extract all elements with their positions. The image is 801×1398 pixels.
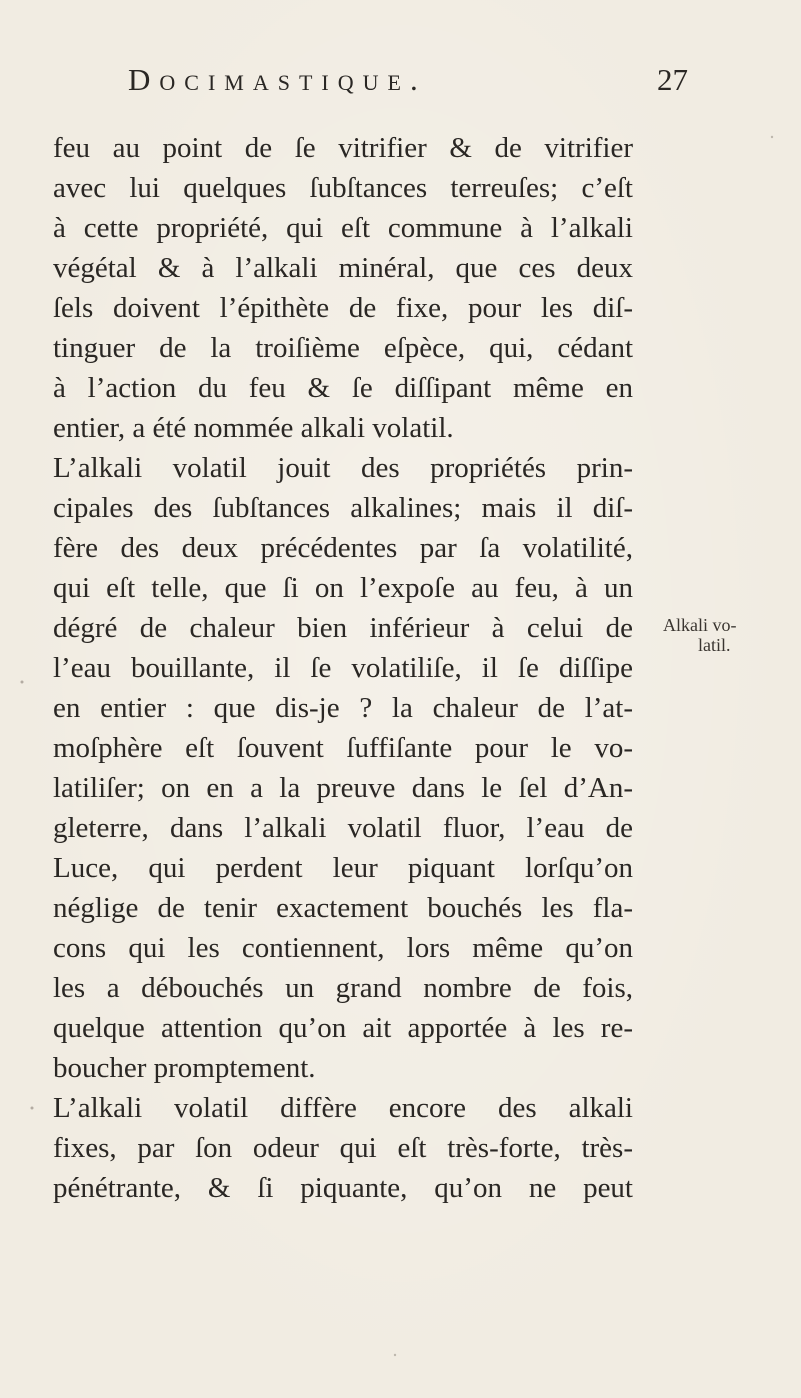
- text-line: les a débouchés un grand nombre de fois,: [53, 972, 633, 1004]
- text-line: quelque attention qu’on ait apportée à les re-: [53, 1012, 633, 1044]
- text-line: tinguer de la troiſième eſpèce, qui, cédant: [53, 332, 633, 364]
- text-line: boucher promptement.: [53, 1052, 316, 1084]
- text-line: à cette propriété, qui eſt commune à l’alkali: [53, 212, 633, 244]
- text-line: entier, a été nommée alkali volatil.: [53, 412, 454, 444]
- text-line: L’alkali volatil jouit des propriétés prin-: [53, 452, 633, 484]
- page-number: 27: [657, 62, 688, 97]
- text-line: moſphère eſt ſouvent ſuffiſante pour le vo-: [53, 732, 633, 764]
- margin-note-line: latil.: [698, 635, 731, 655]
- text-line: l’eau bouillante, il ſe volatiliſe, il ſe diſſipe: [53, 652, 633, 684]
- text-line: fère des deux précédentes par ſa volatilité,: [53, 532, 633, 564]
- paper-speck: [31, 1107, 34, 1110]
- running-title: Docimastique.: [128, 62, 427, 97]
- text-line: néglige de tenir exactement bouchés les fla-: [53, 892, 633, 924]
- text-line: cons qui les contiennent, lors même qu’on: [53, 932, 633, 964]
- text-line: L’alkali volatil diffère encore des alkali: [53, 1092, 633, 1124]
- body-text: [53, 128, 633, 1208]
- text-line: feu au point de ſe vitrifier & de vitrifier: [53, 132, 633, 164]
- text-line: cipales des ſubſtances alkalines; mais il diſ-: [53, 492, 633, 524]
- text-line: latiliſer; on en a la preuve dans le ſel d’An-: [53, 772, 633, 804]
- text-line: pénétrante, & ſi piquante, qu’on ne peut: [53, 1172, 633, 1204]
- paper-speck: [394, 1354, 396, 1356]
- text-line: végétal & à l’alkali minéral, que ces deux: [53, 252, 633, 284]
- text-line: Luce, qui perdent leur piquant lorſqu’on: [53, 852, 633, 884]
- text-line: ſels doivent l’épithète de fixe, pour les diſ-: [53, 292, 633, 324]
- text-line: gleterre, dans l’alkali volatil fluor, l’eau de: [53, 812, 633, 844]
- text-line: à l’action du feu & ſe diſſipant même en: [53, 372, 633, 404]
- paper-speck: [771, 136, 773, 138]
- running-head: [128, 62, 688, 102]
- text-line: en entier : que dis-je ? la chaleur de l’at-: [53, 692, 633, 724]
- text-line: dégré de chaleur bien inférieur à celui de: [53, 612, 633, 644]
- text-line: avec lui quelques ſubſtances terreuſes; c’eſt: [53, 172, 633, 204]
- paper-speck: [21, 681, 24, 684]
- margin-note: [663, 615, 783, 655]
- text-line: qui eſt telle, que ſi on l’expoſe au feu, à un: [53, 572, 633, 604]
- margin-note-line: Alkali vo-: [663, 615, 737, 635]
- text-line: fixes, par ſon odeur qui eſt très-forte, très-: [53, 1132, 633, 1164]
